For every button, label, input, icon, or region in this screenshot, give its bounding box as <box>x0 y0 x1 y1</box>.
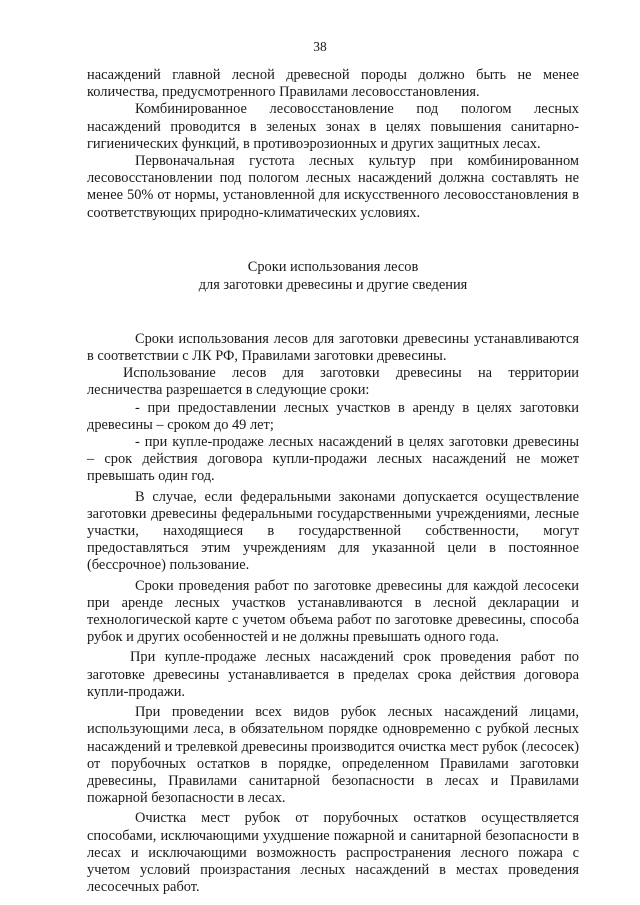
paragraph: Первоначальная густота лесных культур при комбинированном лесовосстановлении под пологом лесных насаждений должна составлять не менее 50% от нормы, установленной для искусственного лесовосстановления в соответствующих природно-климатических условиях. <box>87 153 579 221</box>
paragraph: Сроки использования лесов для заготовки древесины устанавливаются в соответствии с ЛК РФ, Правилами заготовки древесины. <box>87 330 579 365</box>
paragraph: При проведении всех видов рубок лесных насаждений лицами, использующими леса, в обязательном порядке одновременно с рубкой лесных насаждений и трелевкой древесины производится очистка мест рубок (лесосек) от порубочных остатков в порядке, определенном Правилами заготовки древесины, Правилами санитарной безопасности в лесах и Правилами пожарной безопасности в лесах. <box>87 704 579 807</box>
paragraph: Сроки проведения работ по заготовке древесины для каждой лесосеки при аренде лесных участков устанавливаются в лесной декларации и технологической карте с учетом объема работ по заготовке древесины, способа рубок и других особенностей и не должны превышать одного года. <box>87 577 579 646</box>
list-item: - при предоставлении лесных участков в аренду в целях заготовки древесины – сроком до 49 лет; <box>87 399 579 433</box>
section-heading-line: для заготовки древесины и другие сведения <box>198 276 468 293</box>
document-body <box>87 67 579 896</box>
page-number: 38 <box>313 39 327 54</box>
section-heading-line: Сроки использования лесов <box>247 258 419 275</box>
paragraph: В случае, если федеральными законами допускается осуществление заготовки древесины федеральными государственными учреждениями, лесные участки, находящиеся в государственной собственности, могут предоставляться этим учреждениям для указанной цели в постоянное (бессрочное) пользование. <box>87 488 579 574</box>
list-item: - при купле-продаже лесных насаждений в целях заготовки древесины – срок действия договора купли-продажи лесных насаждений не может превышать один год. <box>87 434 579 485</box>
paragraph: Комбинированное лесовосстановление под пологом лесных насаждений проводится в зеленых зонах в целях повышения санитарно-гигиенических функций, в противоэрозионных и других защитных лесах. <box>87 101 579 152</box>
paragraph: насаждений главной лесной древесной породы должно быть не менее количества, предусмотренного Правилами лесовосстановления. <box>87 67 579 101</box>
paragraph: Использование лесов для заготовки древесины на территории лесничества разрешается в следующие сроки: <box>87 365 579 399</box>
paragraph: При купле-продаже лесных насаждений срок проведения работ по заготовке древесины устанавливается в пределах срока действия договора купли-продажи. <box>87 649 579 700</box>
paragraph: Очистка мест рубок от порубочных остатков осуществляется способами, исключающими ухудшение пожарной и санитарной безопасности в лесах и исключающими возможность распространения лесного пожара с учетом условий произрастания лесных насаждений в местах проведения лесосечных работ. <box>87 810 579 896</box>
section-heading <box>87 258 579 294</box>
